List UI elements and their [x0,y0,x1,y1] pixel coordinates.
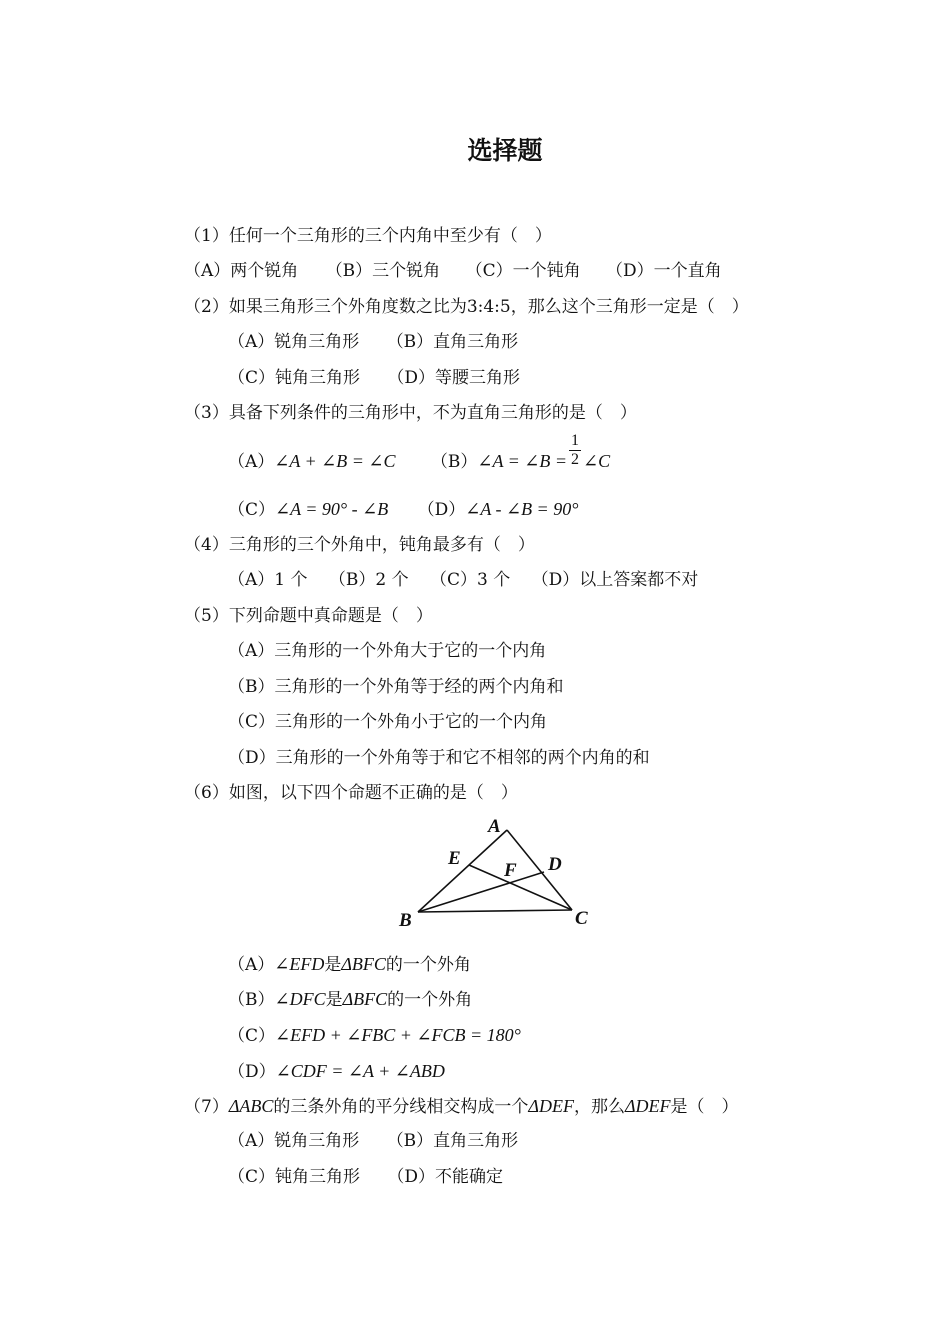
q4-option-b: （B）2 个 [328,570,409,590]
q1-option-d: （D）一个直角 [606,261,722,281]
q2-option-c: （C）钝角三角形 [228,368,361,388]
q3-option-b-formula: ∠A = ∠B = [477,451,568,471]
question-7-options-row2 [228,1166,503,1188]
q3-option-a-formula: ∠A + ∠B = ∠C [274,451,396,471]
q3-option-a-label: （A） [228,452,275,472]
q7-option-b: （B）直角三角形 [386,1131,519,1151]
q4-option-c: （C）3 个 [430,570,511,590]
one-half-fraction: $\frac{1}{2}$ [571,432,580,468]
q3-option-d-label: （D） [417,500,466,520]
q6-option-c: （C）∠EFD + ∠FBC + ∠FCB = 180° [228,1025,521,1046]
q4-option-d: （D）以上答案都不对 [531,570,699,590]
q1-option-a: （A）两个锐角 [184,261,299,281]
segment-bd [418,872,544,912]
triangle-figure [390,812,600,932]
question-2-options-row1 [228,331,518,353]
q2-option-a: （A）锐角三角形 [228,332,360,352]
q6-option-a: （A）∠EFD是ΔBFC的一个外角 [228,954,471,975]
label-b: B [399,910,412,931]
q2-option-d: （D）等腰三角形 [387,368,521,388]
q6-option-b: （B）∠DFC是ΔBFC的一个外角 [228,989,473,1010]
q5-option-c: （C）三角形的一个外角小于它的一个内角 [228,712,548,732]
q3-option-d-formula: ∠A - ∠B = 90° [465,499,579,519]
question-2-stem: （2）如果三角形三个外角度数之比为3:4:5，那么这个三角形一定是（ ） [184,297,749,317]
question-7-stem: （7）ΔABC的三条外角的平分线相交构成一个ΔDEF，那么ΔDEF是（ ） [184,1096,739,1117]
label-c: C [575,908,588,929]
label-f: F [504,860,517,881]
label-a: A [488,816,501,837]
side-ab [418,830,507,912]
q7-option-a: （A）锐角三角形 [228,1131,360,1151]
q1-option-b: （B）三个锐角 [325,261,441,281]
question-7-options-row1 [228,1130,518,1152]
question-2-options-row2 [228,367,520,389]
q2-option-b: （B）直角三角形 [386,332,519,352]
label-d: D [548,854,562,875]
page-title: 选择题 [467,136,543,165]
question-4-options [228,569,698,591]
label-e: E [448,848,461,869]
question-5-stem: （5）下列命题中真命题是（ ） [184,606,433,626]
q1-option-c: （C）一个钝角 [465,261,581,281]
question-1-stem: （1）任何一个三角形的三个内角中至少有（ ） [184,226,552,246]
question-4-stem: （4）三角形的三个外角中，钝角最多有（ ） [184,535,535,555]
q5-option-d: （D）三角形的一个外角等于和它不相邻的两个内角的和 [228,748,650,768]
q3-option-b-formula-tail: ∠C [583,451,611,471]
question-3-stem: （3）具备下列条件的三角形中，不为直角三角形的是（ ） [184,403,637,423]
q6-option-d: （D）∠CDF = ∠A + ∠ABD [228,1061,445,1082]
q3-option-b-label: （B） [430,452,478,472]
side-bc [418,910,572,912]
question-3-options-row1 [228,432,611,473]
q5-option-b: （B）三角形的一个外角等于经的两个内角和 [228,677,564,697]
side-ac [507,830,572,910]
q3-option-c-formula: ∠A = 90° - ∠B [275,499,389,519]
question-6-stem: （6）如图，以下四个命题不正确的是（ ） [184,783,518,803]
question-3-options-row2 [228,498,578,521]
question-1-options [184,260,722,282]
q5-option-a: （A）三角形的一个外角大于它的一个内角 [228,641,547,661]
q7-option-d: （D）不能确定 [387,1167,504,1187]
q3-option-c-label: （C） [228,500,276,520]
q7-option-c: （C）钝角三角形 [228,1167,361,1187]
q4-option-a: （A）1 个 [228,570,308,590]
